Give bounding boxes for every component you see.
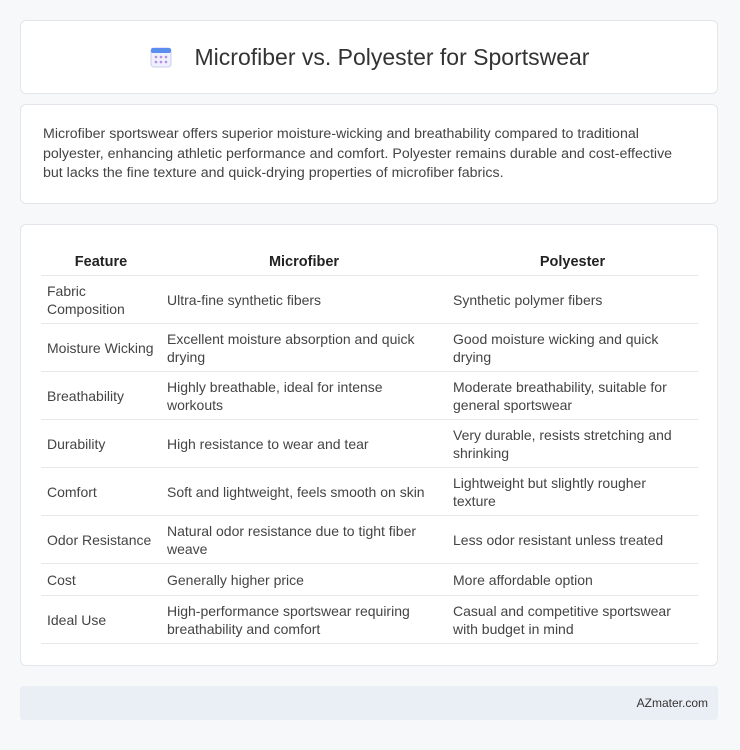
feature-cell: Comfort	[41, 468, 161, 516]
polyester-cell: Lightweight but slightly rougher texture	[447, 468, 698, 516]
feature-cell: Cost	[41, 564, 161, 596]
header-microfiber: Microfiber	[161, 245, 447, 276]
microfiber-cell: High-performance sportswear requiring breathability and comfort	[161, 596, 447, 644]
polyester-cell: Moderate breathability, suitable for general sportswear	[447, 372, 698, 420]
microfiber-cell: High resistance to wear and tear	[161, 420, 447, 468]
comparison-table	[41, 245, 698, 644]
table-row	[41, 516, 698, 564]
feature-cell: Moisture Wicking	[41, 324, 161, 372]
feature-cell: Ideal Use	[41, 596, 161, 644]
footer	[20, 686, 718, 720]
table-row	[41, 564, 698, 596]
polyester-cell: More affordable option	[447, 564, 698, 596]
table-row	[41, 468, 698, 516]
page-title: Microfiber vs. Polyester for Sportswear	[194, 43, 590, 70]
table-row	[41, 324, 698, 372]
header-polyester: Polyester	[447, 245, 698, 276]
table-row	[41, 372, 698, 420]
polyester-cell: Casual and competitive sportswear with budget in mind	[447, 596, 698, 644]
intro-card	[20, 104, 718, 204]
polyester-cell: Very durable, resists stretching and shrinking	[447, 420, 698, 468]
feature-cell: Durability	[41, 420, 161, 468]
table-row	[41, 276, 698, 324]
table-header-row	[41, 245, 698, 276]
polyester-cell: Less odor resistant unless treated	[447, 516, 698, 564]
feature-cell: Odor Resistance	[41, 516, 161, 564]
microfiber-cell: Excellent moisture absorption and quick drying	[161, 324, 447, 372]
microfiber-cell: Natural odor resistance due to tight fiber weave	[161, 516, 447, 564]
title-wrap	[149, 44, 590, 71]
calendar-icon	[149, 45, 173, 69]
feature-cell: Breathability	[41, 372, 161, 420]
polyester-cell: Good moisture wicking and quick drying	[447, 324, 698, 372]
table-row	[41, 420, 698, 468]
feature-cell: Fabric Composition	[41, 276, 161, 324]
microfiber-cell: Soft and lightweight, feels smooth on skin	[161, 468, 447, 516]
title-card	[20, 20, 718, 94]
microfiber-cell: Highly breathable, ideal for intense workouts	[161, 372, 447, 420]
microfiber-cell: Generally higher price	[161, 564, 447, 596]
header-feature: Feature	[41, 245, 161, 276]
polyester-cell: Synthetic polymer fibers	[447, 276, 698, 324]
microfiber-cell: Ultra-fine synthetic fibers	[161, 276, 447, 324]
table-card	[20, 224, 718, 666]
table-row	[41, 596, 698, 644]
footer-source[interactable]: AZmater.com	[636, 696, 708, 710]
intro-text: Microfiber sportswear offers superior moisture-wicking and breathability compared to traditional polyester, enhancing athletic performance and comfort. Polyester remains durable and cost-effective but lacks the fine texture and quick-drying properties of microfiber fabrics.	[43, 126, 673, 181]
